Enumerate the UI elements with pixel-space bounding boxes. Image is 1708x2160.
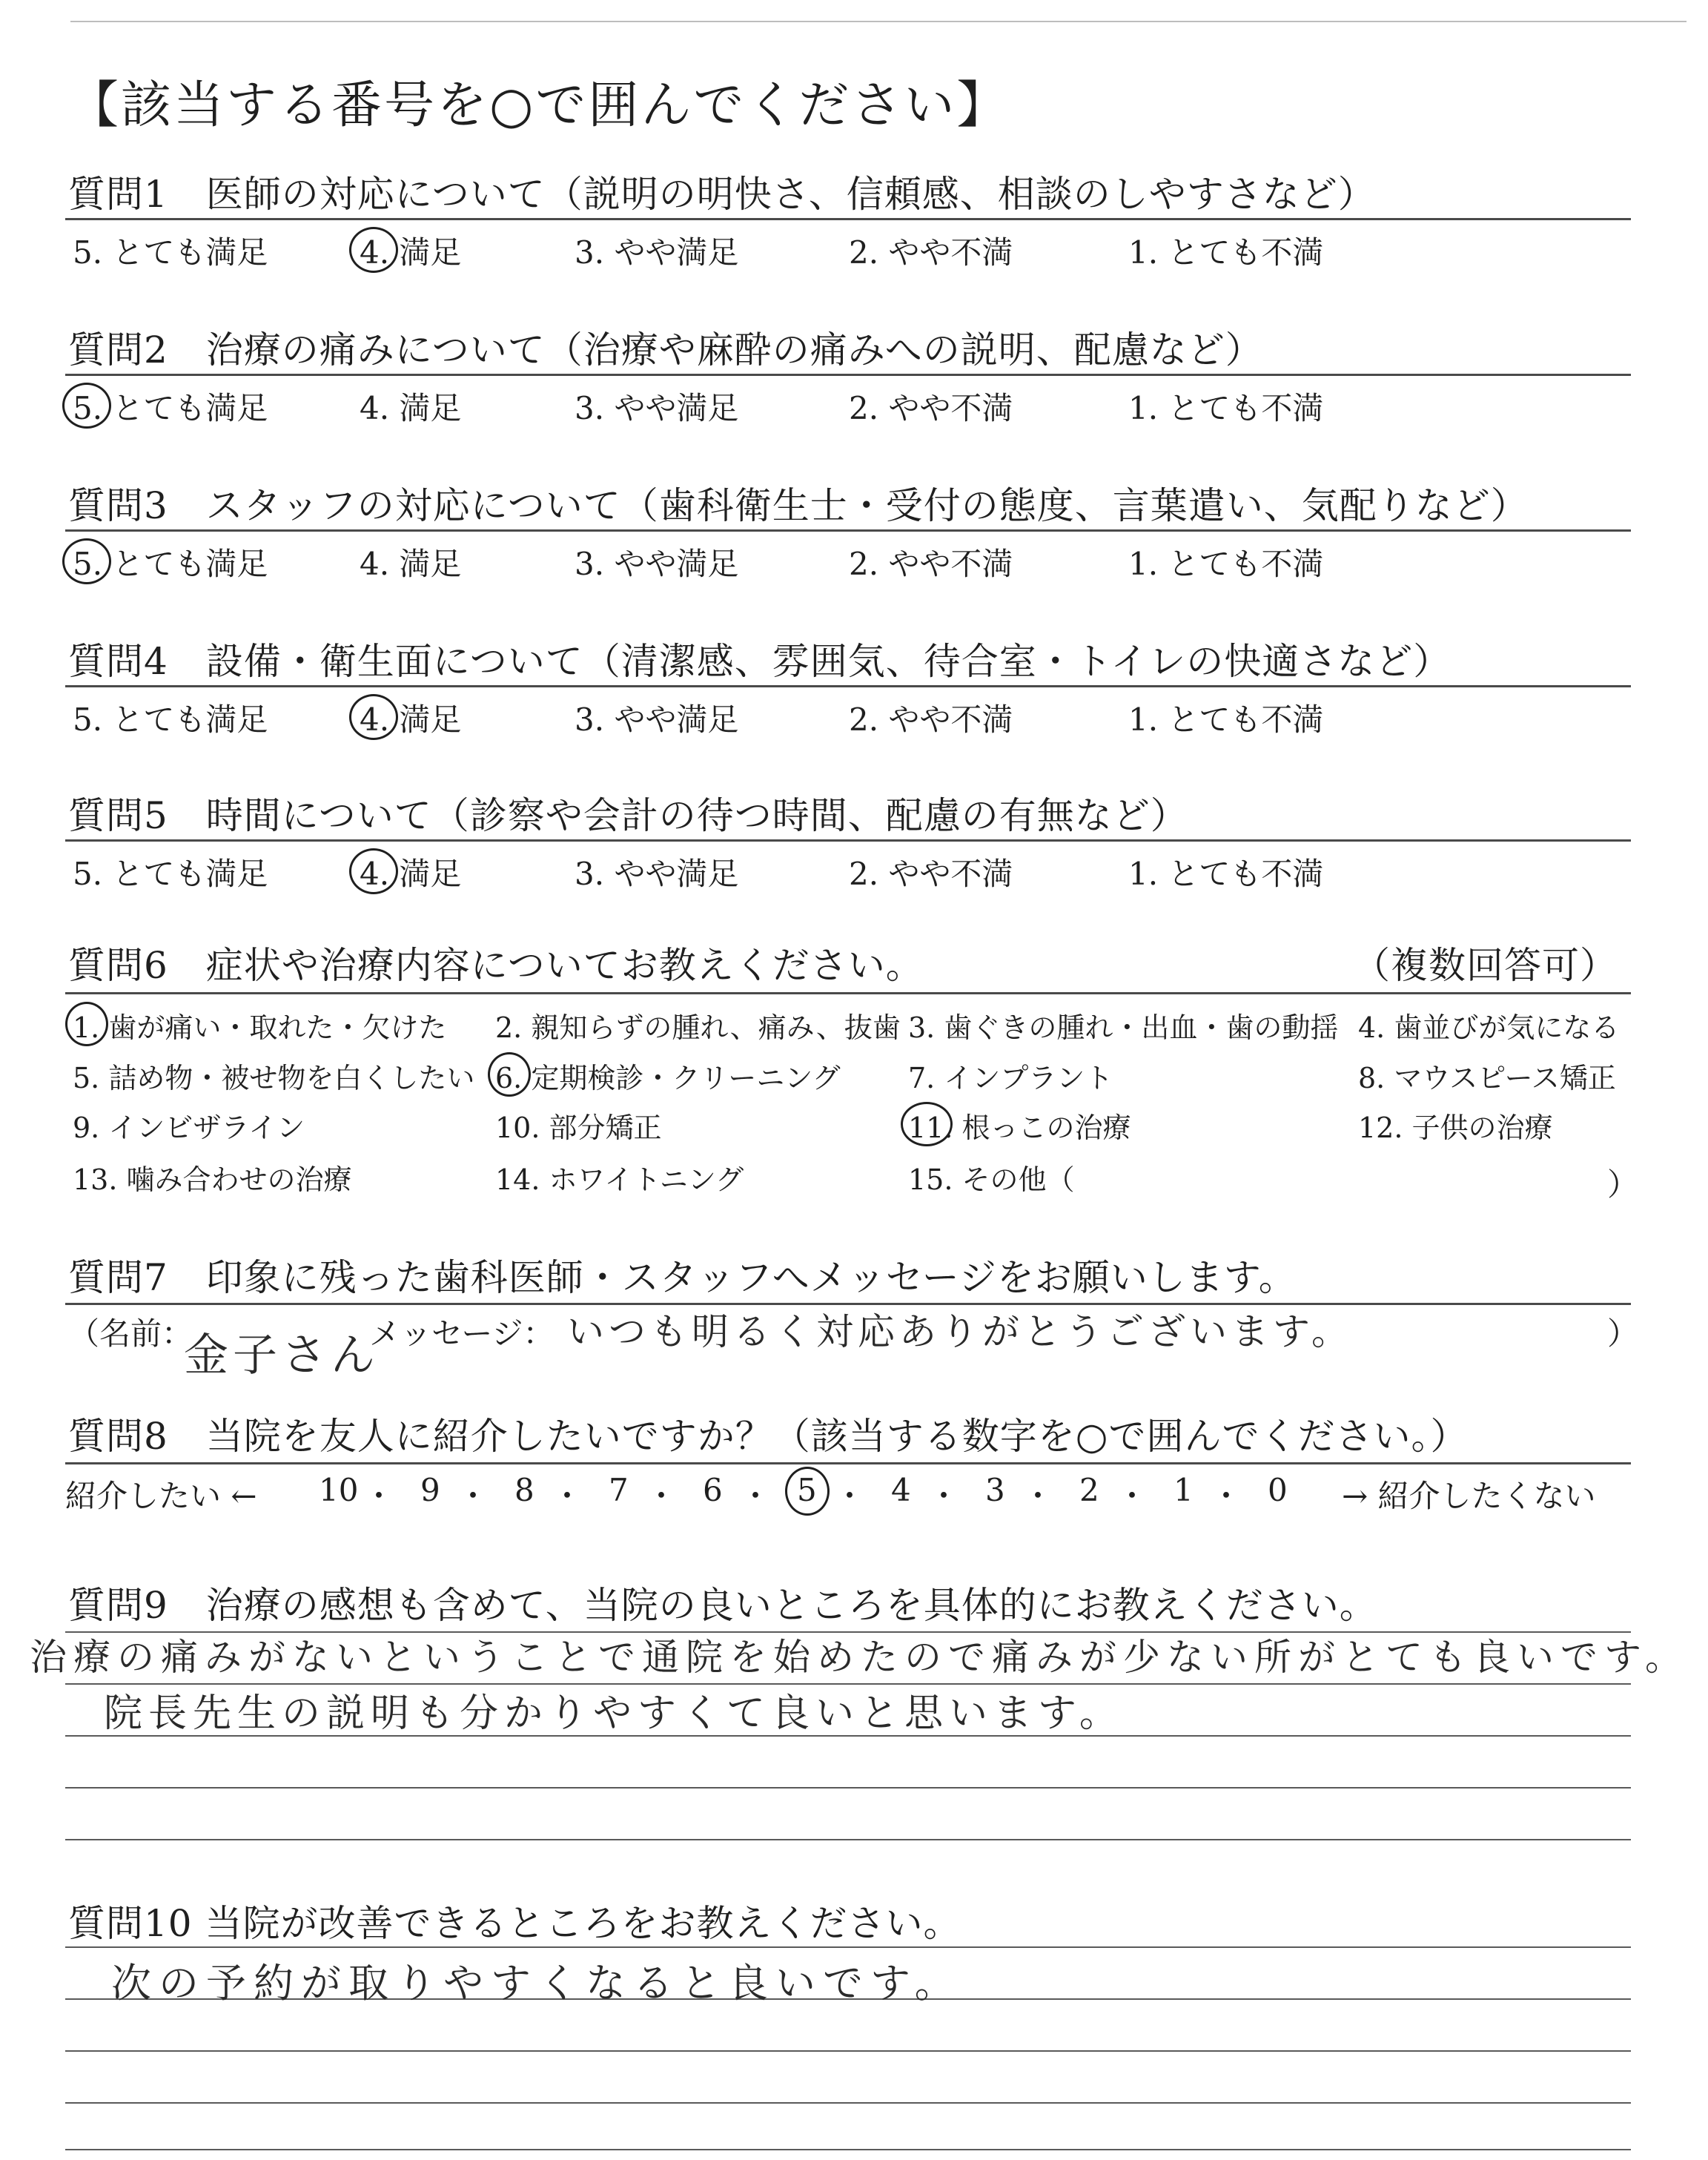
q7-name-label: （名前： <box>68 1315 193 1352</box>
q7-message-label: メッセージ： <box>369 1315 555 1352</box>
q10-title: 質問10 当院が改善できるところをお教えください。 <box>68 1902 961 1945</box>
q1-option-3[interactable]: 3. やや満足 <box>575 234 739 271</box>
q8-separator: ・ <box>834 1478 866 1514</box>
q5-title: 質問5 時間について（診察や会計の待つ時間、配慮の有無など） <box>68 794 1188 837</box>
q3-option-4[interactable]: 4. 満足 <box>360 546 462 582</box>
q6-option-10[interactable]: 10. 部分矯正 <box>495 1112 662 1144</box>
q8-scale-2[interactable]: 2 <box>1079 1472 1099 1508</box>
q8-rule <box>65 1462 1631 1464</box>
q10-rule-3 <box>65 2050 1631 2052</box>
q6-option-6[interactable]: 6. 定期検診・クリーニング <box>495 1062 841 1094</box>
q6-option-9[interactable]: 9. インビザライン <box>73 1112 305 1144</box>
q7-message-value: いつも明るく対応ありがとうございます。 <box>567 1310 1353 1353</box>
q4-title: 質問4 設備・衛生面について（清潔感、雰囲気、待合室・トイレの快適さなど） <box>68 640 1452 683</box>
q4-option-5[interactable]: 5. とても満足 <box>73 701 268 738</box>
page-title: 【該当する番号を○で囲んでください】 <box>68 76 1010 135</box>
q6-option-5[interactable]: 5. 詰め物・被せ物を白くしたい <box>73 1062 475 1094</box>
q6-option-15[interactable]: 15. その他（ <box>908 1163 1075 1196</box>
q9-rule-4 <box>65 1787 1631 1789</box>
q8-separator: ・ <box>646 1478 678 1514</box>
q6-option-7[interactable]: 7. インプラント <box>908 1062 1113 1094</box>
q1-option-2[interactable]: 2. やや不満 <box>849 234 1013 271</box>
q6-option-8[interactable]: 8. マウスピース矯正 <box>1358 1062 1616 1094</box>
q4-option-4[interactable]: 4. 満足 <box>360 701 462 738</box>
q8-right-label: → 紹介したくない <box>1342 1478 1596 1514</box>
q10-rule-4 <box>65 2102 1631 2104</box>
q8-left-label: 紹介したい ← <box>65 1478 257 1514</box>
q8-separator: ・ <box>740 1478 772 1514</box>
q6-option-1[interactable]: 1. 歯が痛い・取れた・欠けた <box>73 1011 447 1044</box>
q8-separator: ・ <box>457 1478 489 1514</box>
q2-option-3[interactable]: 3. やや満足 <box>575 390 739 426</box>
q8-scale-7[interactable]: 7 <box>609 1472 629 1508</box>
top-rule <box>70 21 1687 22</box>
q2-option-1[interactable]: 1. とても不満 <box>1128 390 1324 426</box>
selected-circle-mark <box>349 848 398 894</box>
q7-title: 質問7 印象に残った歯科医師・スタッフへメッセージをお願いします。 <box>68 1256 1297 1299</box>
selected-circle-mark <box>785 1467 830 1516</box>
q6-option-4[interactable]: 4. 歯並びが気になる <box>1358 1011 1620 1044</box>
q8-separator: ・ <box>1211 1478 1242 1514</box>
q2-title: 質問2 治療の痛みについて（治療や麻酔の痛みへの説明、配慮など） <box>68 328 1263 371</box>
q8-scale-8[interactable]: 8 <box>514 1472 534 1508</box>
q8-title: 質問8 当院を友人に紹介したいですか？（該当する数字を○で囲んでください。） <box>68 1415 1469 1458</box>
q6-note: （複数回答可） <box>1353 944 1618 987</box>
q6-option-3[interactable]: 3. 歯ぐきの腫れ・出血・歯の動揺 <box>908 1011 1339 1044</box>
q10-rule-1 <box>65 1946 1631 1948</box>
q3-option-2[interactable]: 2. やや不満 <box>849 546 1013 582</box>
selected-circle-mark <box>62 383 111 429</box>
q5-option-2[interactable]: 2. やや不満 <box>849 856 1013 892</box>
q6-title: 質問6 症状や治療内容についてお教えください。 <box>68 944 924 987</box>
q9-rule-5 <box>65 1839 1631 1840</box>
q6-option-11[interactable]: 11. 根っこの治療 <box>908 1112 1131 1144</box>
q2-option-4[interactable]: 4. 満足 <box>360 390 462 426</box>
q9-answer-line-1: 治療の痛みがないということで通院を始めたので痛みが少ない所がとても良いです。 <box>30 1636 1689 1679</box>
q8-scale-4[interactable]: 4 <box>891 1472 911 1508</box>
q5-option-1[interactable]: 1. とても不満 <box>1128 856 1324 892</box>
q3-title: 質問3 スタッフの対応について（歯科衛生士・受付の態度、言葉遣い、気配りなど） <box>68 484 1529 527</box>
q8-scale-6[interactable]: 6 <box>703 1472 723 1508</box>
selected-circle-mark <box>62 538 111 584</box>
q7-close-paren: ） <box>1607 1315 1639 1352</box>
q5-option-4[interactable]: 4. 満足 <box>360 856 462 892</box>
q6-rule <box>65 992 1631 994</box>
q4-option-1[interactable]: 1. とても不満 <box>1128 701 1324 738</box>
q10-rule-5 <box>65 2149 1631 2150</box>
q6-close-paren: ） <box>1607 1166 1639 1203</box>
q5-rule <box>65 839 1631 842</box>
selected-circle-mark <box>349 694 398 740</box>
q4-option-3[interactable]: 3. やや満足 <box>575 701 739 738</box>
q8-separator: ・ <box>1116 1478 1148 1514</box>
q2-option-2[interactable]: 2. やや不満 <box>849 390 1013 426</box>
q4-rule <box>65 685 1631 687</box>
q7-name-value: 金子さん <box>184 1330 380 1381</box>
q8-separator: ・ <box>363 1478 395 1514</box>
q8-scale-1[interactable]: 1 <box>1174 1472 1194 1508</box>
q8-scale-10[interactable]: 10 <box>319 1472 359 1508</box>
q9-title: 質問9 治療の感想も含めて、当院の良いところを具体的にお教えください。 <box>68 1584 1377 1627</box>
q8-separator: ・ <box>1022 1478 1054 1514</box>
selected-circle-mark <box>901 1102 953 1146</box>
selected-circle-mark <box>488 1052 531 1097</box>
q6-option-12[interactable]: 12. 子供の治療 <box>1358 1112 1553 1144</box>
q9-answer-line-2: 院長先生の説明も分かりやすくて良いと思います。 <box>104 1691 1124 1736</box>
q1-option-4[interactable]: 4. 満足 <box>360 234 462 271</box>
q3-option-3[interactable]: 3. やや満足 <box>575 546 739 582</box>
q8-scale-0[interactable]: 0 <box>1268 1472 1288 1508</box>
q1-title: 質問1 医師の対応について（説明の明快さ、信頼感、相談のしやすさなど） <box>68 173 1376 216</box>
q6-option-2[interactable]: 2. 親知らずの腫れ、痛み、抜歯 <box>495 1011 901 1044</box>
q8-scale-5[interactable]: 5 <box>797 1472 817 1508</box>
q8-scale-9[interactable]: 9 <box>420 1472 440 1508</box>
q3-option-1[interactable]: 1. とても不満 <box>1128 546 1324 582</box>
q8-separator: ・ <box>552 1478 583 1514</box>
q8-separator: ・ <box>928 1478 960 1514</box>
selected-circle-mark <box>65 1002 108 1046</box>
q5-option-3[interactable]: 3. やや満足 <box>575 856 739 892</box>
q10-answer-line-1: 次の予約が取りやすくなると良いです。 <box>111 1960 962 2007</box>
q2-rule <box>65 374 1631 376</box>
q3-rule <box>65 529 1631 532</box>
q2-option-5[interactable]: 5. とても満足 <box>73 390 268 426</box>
q6-option-14[interactable]: 14. ホワイトニング <box>495 1163 744 1196</box>
q5-option-5[interactable]: 5. とても満足 <box>73 856 268 892</box>
q8-scale-3[interactable]: 3 <box>985 1472 1005 1508</box>
q1-option-1[interactable]: 1. とても不満 <box>1128 234 1324 271</box>
q1-option-5[interactable]: 5. とても満足 <box>73 234 268 271</box>
q1-rule <box>65 218 1631 220</box>
q3-option-5[interactable]: 5. とても満足 <box>73 546 268 582</box>
q4-option-2[interactable]: 2. やや不満 <box>849 701 1013 738</box>
q6-option-13[interactable]: 13. 噛み合わせの治療 <box>73 1163 352 1196</box>
selected-circle-mark <box>349 227 398 273</box>
